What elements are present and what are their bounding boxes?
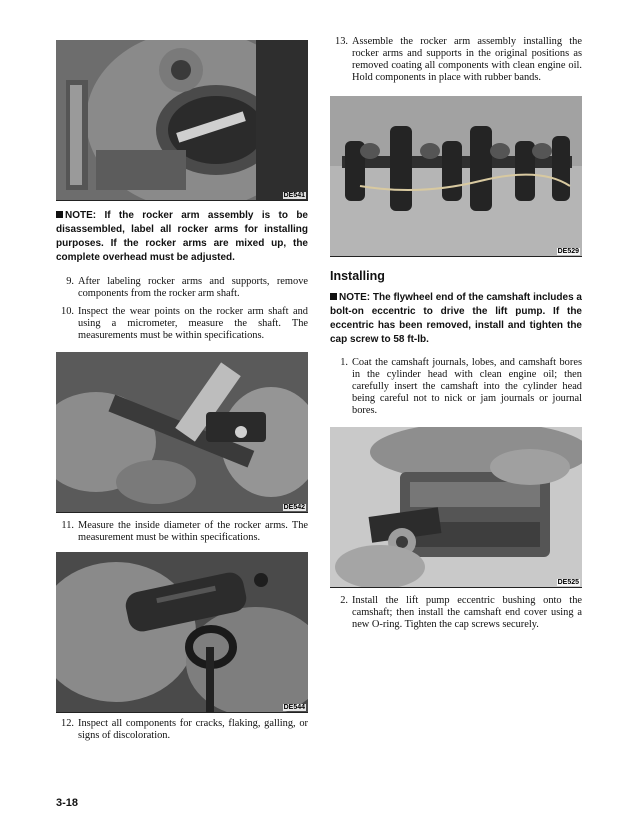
note-rocker-arm-labeling: NOTE: If the rocker arm assembly is to be disassembled, label all rocker arms for installing purposes. If the rocker arms are mixed up, the complete overhead must be adjusted. [56, 210, 308, 263]
step-12: 12. Inspect all components for cracks, flaking, galling, or signs of discoloration. [61, 718, 308, 741]
photo-cylinder-head-valve [56, 40, 308, 201]
photo-micrometer-shaft [56, 352, 308, 513]
bore-gauge-illustration [56, 552, 308, 712]
rocker-arm-assembly-illustration [330, 96, 582, 256]
photo-camshaft-install [330, 427, 582, 588]
note-bullet-icon [330, 293, 337, 300]
micrometer-illustration [56, 352, 308, 512]
note-flywheel-eccentric: NOTE: The flywheel end of the camshaft includes a bolt-on eccentric to drive the lift pump. If the eccentric has been removed, install and tighten the cap screw to 58 ft-lb. [330, 292, 582, 345]
page-number: 3-18 [56, 797, 79, 809]
step-11: 11. Measure the inside diameter of the rocker arms. The measurement must be within specifications. [61, 520, 308, 543]
right-column [330, 36, 582, 631]
step-10: 10. Inspect the wear points on the rocker arm shaft and using a micrometer, measure the shaft. The measurements must be within specifications. [61, 306, 308, 341]
step-2: 2. Install the lift pump eccentric bushing onto the camshaft; then install the camshaft end cover using a new O-ring. Tighten the cap screws securely. [340, 595, 582, 630]
left-column [56, 40, 308, 742]
camshaft-install-illustration [330, 427, 582, 587]
cylinder-head-valve-illustration [56, 40, 308, 200]
step-1: 1. Coat the camshaft journals, lobes, and camshaft bores in the cylinder head with clean engine oil; then carefully insert the camshaft into the cylinder head being careful not to nick or jam journals or journal bores. [340, 357, 582, 416]
photo-rocker-arm-bore-gauge [56, 552, 308, 713]
figure-label: DE525 [557, 579, 579, 586]
figure-label: DE529 [557, 248, 579, 255]
photo-rocker-arm-assembly [330, 96, 582, 257]
note-bullet-icon [56, 211, 63, 218]
step-13: 13. Assemble the rocker arm assembly installing the rocker arms and supports in the original positions as removed coating all components with clean engine oil. Hold components in place with rubber bands. [335, 36, 582, 83]
section-heading-installing: Installing [330, 269, 385, 283]
figure-label: DE542 [283, 504, 305, 511]
figure-label: DE541 [283, 192, 305, 199]
step-9: 9. After labeling rocker arms and supports, remove components from the rocker arm shaft. [66, 276, 308, 299]
figure-label: DE544 [283, 704, 305, 711]
